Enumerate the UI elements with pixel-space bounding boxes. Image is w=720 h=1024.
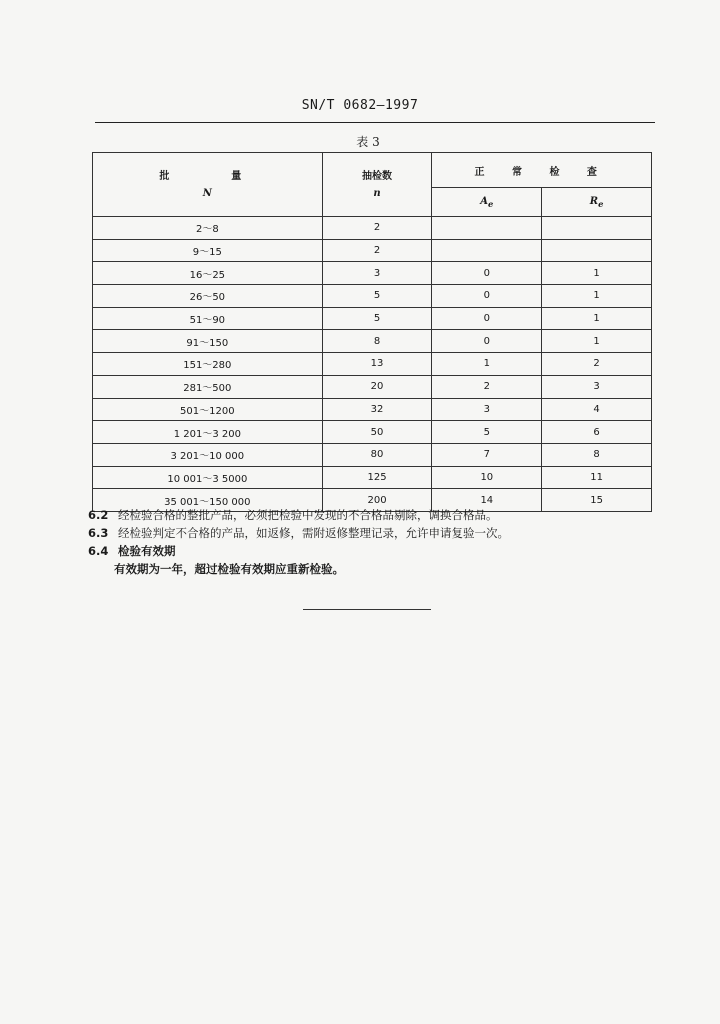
sample-size-header [322,153,432,217]
re-cell [542,217,652,240]
lot-size-cell: 3 201～10 000 [93,443,323,466]
re-cell: 2 [542,353,652,376]
sample-size-cell: 13 [322,353,432,376]
lot-size-cell: 9～15 [93,239,323,262]
lot-size-cell: 2～8 [93,217,323,240]
table-row [93,330,652,353]
clause-6-2 [88,506,688,524]
re-cell: 1 [542,307,652,330]
re-cell: 1 [542,330,652,353]
re-label: R [589,195,599,207]
ac-cell: 3 [432,398,542,421]
validity-text: 有效期为一年，超过检验有效期应重新检验。 [114,562,344,576]
ac-cell: 14 [432,489,542,512]
ac-cell: 7 [432,443,542,466]
ac-label: A [480,195,489,207]
ac-cell [432,217,542,240]
re-cell [542,239,652,262]
lot-size-cell: 26～50 [93,285,323,308]
sample-size-cell: 5 [322,285,432,308]
sample-size-cell: 32 [322,398,432,421]
sample-size-symbol: n [373,188,381,199]
re-cell: 6 [542,421,652,444]
table-row [93,239,652,262]
re-cell: 11 [542,466,652,489]
lot-size-cell: 281～500 [93,375,323,398]
re-header: $R_e$ [542,188,652,217]
clause-number: 6.2 [88,508,109,522]
re-cell: 1 [542,262,652,285]
clause-title: 检验有效期 [118,544,176,558]
lot-size-label: 批 量 [159,171,256,182]
table-row [93,262,652,285]
lot-size-cell: 151～280 [93,353,323,376]
header-rule [95,122,655,123]
re-cell: 15 [542,489,652,512]
table-row [93,466,652,489]
sample-size-cell: 200 [322,489,432,512]
clause-6-4 [88,542,688,560]
normal-inspection-header: 正 常 检 查 [432,153,652,188]
clause-6-3 [88,524,688,542]
ac-cell: 0 [432,307,542,330]
sample-size-label: 抽检数 [362,171,393,182]
lot-size-cell: 501～1200 [93,398,323,421]
ac-cell: 1 [432,353,542,376]
sample-size-cell: 2 [322,217,432,240]
table-row [93,443,652,466]
standard-code: SN/T 0682—1997 [301,98,419,113]
clause-text: 经检验合格的整批产品，必须把检验中发现的不合格品剔除，调换合格品。 [118,508,498,522]
ac-cell: 2 [432,375,542,398]
sample-size-cell: 3 [322,262,432,285]
re-cell: 8 [542,443,652,466]
ac-cell: 0 [432,262,542,285]
table-row [93,375,652,398]
sample-size-cell: 5 [322,307,432,330]
ac-header: $A_e$ [432,188,542,217]
lot-size-cell: 51～90 [93,307,323,330]
end-rule [303,609,431,610]
re-cell: 3 [542,375,652,398]
table-row [93,307,652,330]
lot-size-cell: 1 201～3 200 [93,421,323,444]
clause-text: 经检验判定不合格的产品，如返修，需附返修整理记录，允许申请复验一次。 [118,526,509,540]
sample-size-cell: 125 [322,466,432,489]
re-cell: 1 [542,285,652,308]
ac-cell: 0 [432,330,542,353]
ac-cell: 10 [432,466,542,489]
table-row [93,421,652,444]
table-row [93,285,652,308]
lot-size-symbol: N [202,188,212,199]
lot-size-cell: 35 001～150 000 [93,489,323,512]
table-row [93,217,652,240]
lot-size-cell: 16～25 [93,262,323,285]
ac-cell [432,239,542,262]
table-body [93,217,652,512]
ac-cell: 5 [432,421,542,444]
sample-size-cell: 50 [322,421,432,444]
clause-number: 6.4 [88,544,109,558]
sampling-table [92,152,652,512]
sample-size-cell: 80 [322,443,432,466]
sample-size-cell: 2 [322,239,432,262]
ac-cell: 0 [432,285,542,308]
lot-size-header [93,153,323,217]
table-caption: 表 3 [356,135,380,149]
table-row [93,353,652,376]
clause-number: 6.3 [88,526,109,540]
re-cell: 4 [542,398,652,421]
sample-size-cell: 8 [322,330,432,353]
table-row [93,398,652,421]
clauses [88,506,688,578]
lot-size-cell: 91～150 [93,330,323,353]
sample-size-cell: 20 [322,375,432,398]
lot-size-cell: 10 001～3 5000 [93,466,323,489]
